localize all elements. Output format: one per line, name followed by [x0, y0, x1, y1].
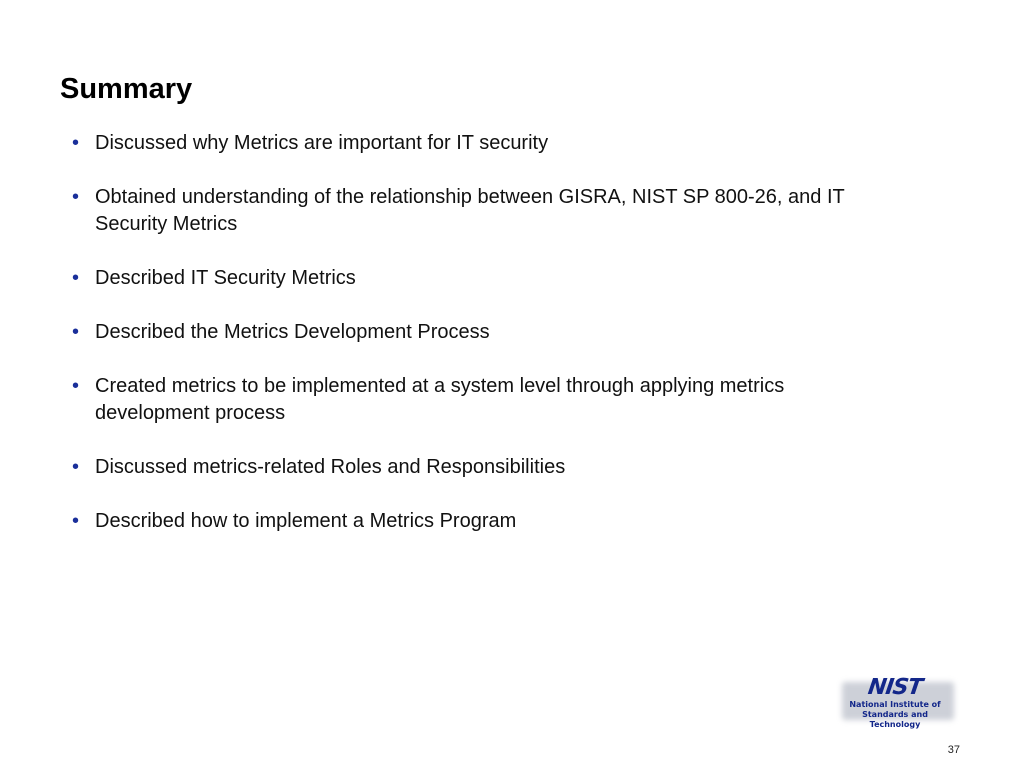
bullet-icon: •: [72, 375, 80, 397]
slide-title: Summary: [60, 73, 193, 105]
logo-subtitle-line1: National Institute of: [849, 700, 941, 709]
logo-subtitle-line2: Standards and Technology: [862, 710, 928, 729]
bullet-text: Obtained understanding of the relationship between GISRA, NIST SP 800-26, and IT Security Metrics: [95, 186, 845, 235]
bullet-text: Described the Metrics Development Process: [95, 321, 490, 343]
bullet-item: [72, 508, 902, 535]
bullet-item: [72, 373, 902, 427]
bullet-text: Discussed why Metrics are important for IT security: [95, 132, 549, 154]
bullet-text: Discussed metrics-related Roles and Responsibilities: [95, 456, 566, 478]
nist-wordmark: NIST: [866, 674, 924, 700]
bullet-text: Described IT Security Metrics: [95, 267, 356, 289]
bullet-icon: •: [72, 267, 80, 289]
bullet-item: [72, 265, 902, 292]
bullet-icon: •: [72, 132, 80, 154]
page-number: 37: [947, 744, 960, 756]
bullet-icon: •: [72, 510, 80, 532]
bullet-icon: •: [72, 321, 80, 343]
bullet-list: [72, 130, 902, 562]
bullet-text: Described how to implement a Metrics Program: [95, 510, 517, 532]
bullet-item: [72, 184, 902, 238]
bullet-item: [72, 454, 902, 481]
bullet-icon: •: [72, 186, 80, 208]
bullet-icon: •: [72, 456, 80, 478]
bullet-item: [72, 319, 902, 346]
nist-logo: [836, 674, 956, 729]
bullet-text: Created metrics to be implemented at a system level through applying metrics development process: [95, 375, 785, 424]
bullet-item: [72, 130, 902, 157]
